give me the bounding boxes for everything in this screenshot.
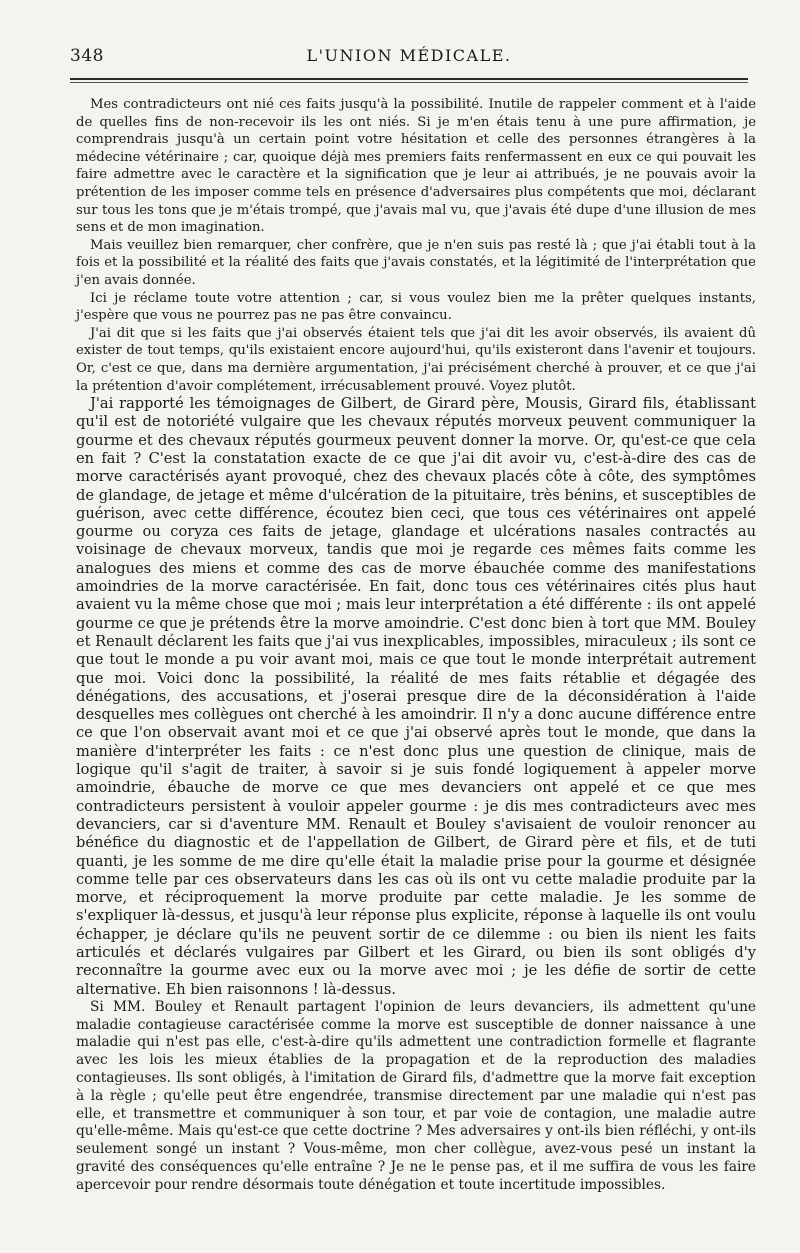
paragraph: Mes contradicteurs ont nié ces faits jusqu'à la possibilité. Inutile de rappeler comment et à l'aide de quelles fins de non-recevoir ils les ont niés. Si je m'en étais tenu à une pure affirmation, je comprendrais jusqu'à un certain point votre hésitation et celle des personnes étrangères à la médecine vétérinaire ; car, quoique déjà mes premiers faits renfermassent en eux ce qui pouvait les faire admettre avec le caractère et la signification que je leur ai attribués, je ne pouvais avoir la prétention de les imposer comme tels en présence d'adversaires plus compétents que moi, déclarant sur tous les tons que je m'étais trompé, que j'avais mal vu, que j'avais été dupe d'une illusion de mes sens et de mon imagination. [76, 97, 756, 236]
body-text [76, 96, 756, 1253]
header-rule [70, 78, 748, 80]
paragraph: Ici je réclame toute votre attention ; car, si vous voulez bien me la prêter quelques instants, j'espère que vous ne pourrez pas ne pas être convaincu. [76, 290, 756, 324]
paragraph: Si MM. Bouley et Renault partagent l'opinion de leurs devanciers, ils admettent qu'une maladie contagieuse caractérisée comme la morve est susceptible de donner naissance à une maladie qui n'est pas elle, c'est-à-dire qu'ils admettent une contradiction formelle et flagrante avec les lois les mieux établies de la propagation et de la reproduction des maladies contagieuses. Ils sont obligés, à l'imitation de Girard fils, d'admettre que la morve fait exception à la règle ; qu'elle peut être engendrée, transmise directement par une maladie qui n'est pas elle, et transmettre et communiquer à son tour, et par voie de contagion, une maladie autre qu'elle-même. Mais qu'est-ce que cette doctrine ? Mes adversaires y ont-ils bien réfléchi, y ont-ils seulement songé un instant ? Vous-même, mon cher collègue, avez-vous pesé un instant la gravité des conséquences qu'elle entraîne ? Je ne le pense pas, et il me suffira de vous les faire apercevoir pour rendre désormais toute dénégation et toute incertitude impossibles. [76, 998, 756, 1193]
running-title: L'UNION MÉDICALE. [306, 46, 512, 65]
header-rule-thin [70, 82, 748, 83]
page-number: 348 [70, 46, 104, 66]
paragraph: J'ai dit que si les faits que j'ai observés étaient tels que j'ai dit les avoir observés, ils avaient dû exister de tout temps, qu'ils existaient encore aujourd'hui, qu'ils existeront dans l'avenir et toujours. Or, c'est ce que, dans ma dernière argumentation, j'ai précisément cherché à prouver, et ce que j'ai la prétention d'avoir complétement, irrécusablement prouvé. Voyez plutôt. [76, 325, 756, 394]
page-header [70, 46, 748, 72]
paragraph: J'ai rapporté les témoignages de Gilbert, de Girard père, Mousis, Girard fils, établissant qu'il est de notoriété vulgaire que les chevaux réputés morveux peuvent communiquer la gourme et des chevaux réputés gourmeux peuvent donner la morve. Or, qu'est-ce que cela en fait ? C'est la constatation exacte de ce que j'ai dit avoir vu, c'est-à-dire des cas de morve caractérisés ayant provoqué, chez des chevaux placés côte à côte, des symptômes de glandage, de jetage et même d'ulcération de la pituitaire, très bénins, et susceptibles de guérison, avec cette différence, écoutez bien ceci, que tous ces vétérinaires ont appelé gourme ou coryza ces faits de jetage, glandage et ulcérations nasales contractés au voisinage de chevaux morveux, tandis que moi je regarde ces mêmes faits comme les analogues des miens et comme des cas de morve ébauchée comme des manifestations amoindries de la morve caractérisée. En fait, donc tous ces vétérinaires cités plus haut avaient vu la même chose que moi ; mais leur interprétation a été différente : ils ont appelé gourme ce que je prétends être la morve amoindrie. C'est donc bien à tort que MM. Bouley et Renault déclarent les faits que j'ai vus inexplicables, impossibles, miraculeux ; ils sont ce que tout le monde a pu voir avant moi, mais ce que tout le monde interprétait autrement que moi. Voici donc la possibilité, la réalité de mes faits rétablie et dégagée des dénégations, des accusations, et j'oserai presque dire de la déconsidération à l'aide desquelles mes collègues ont cherché à les amoindrir. Il n'y a donc aucune différence entre ce que l'on observait avant moi et ce que j'ai observé après tout le monde, que dans la manière d'interpréter les faits : ce n'est donc plus une question de clinique, mais de logique qu'il s'agit de traiter, à savoir si je suis fondé logiquement à appeler morve amoindrie, ébauche de morve ce que mes devanciers ont appelé et ce que mes contradicteurs persistent à vouloir appeler gourme : je dis mes contradicteurs avec mes devanciers, car si d'aventure MM. Renault et Bouley s'avisaient de vouloir renoncer au bénéfice du diagnostic et de l'appellation de Gilbert, de Girard père et fils, et de tuti quanti, je les somme de me dire qu'elle était la maladie prise pour la gourme et désignée comme telle par ces observateurs dans les cas où ils ont vu cette maladie produite par la morve, et réciproquement la morve produite par cette maladie. Je les somme de s'expliquer là-dessus, et jusqu'à leur réponse plus explicite, réponse à laquelle ils ont voulu échapper, je déclare qu'ils ne peuvent sortir de ce dilemme : ou bien ils nient les faits articulés et déclarés vulgaires par Gilbert et les Girard, ou bien ils sont obligés d'y reconnaître la gourme avec eux ou la morve avec moi ; je les défie de sortir de cette alternative. Eh bien raisonnons ! là-dessus. [76, 395, 756, 998]
paragraph: Mais veuillez bien remarquer, cher confrère, que je n'en suis pas resté là ; que j'ai établi tout à la fois et la possibilité et la réalité des faits que j'avais constatés, et la légitimité de l'interprétation que j'en avais donnée. [76, 237, 756, 288]
